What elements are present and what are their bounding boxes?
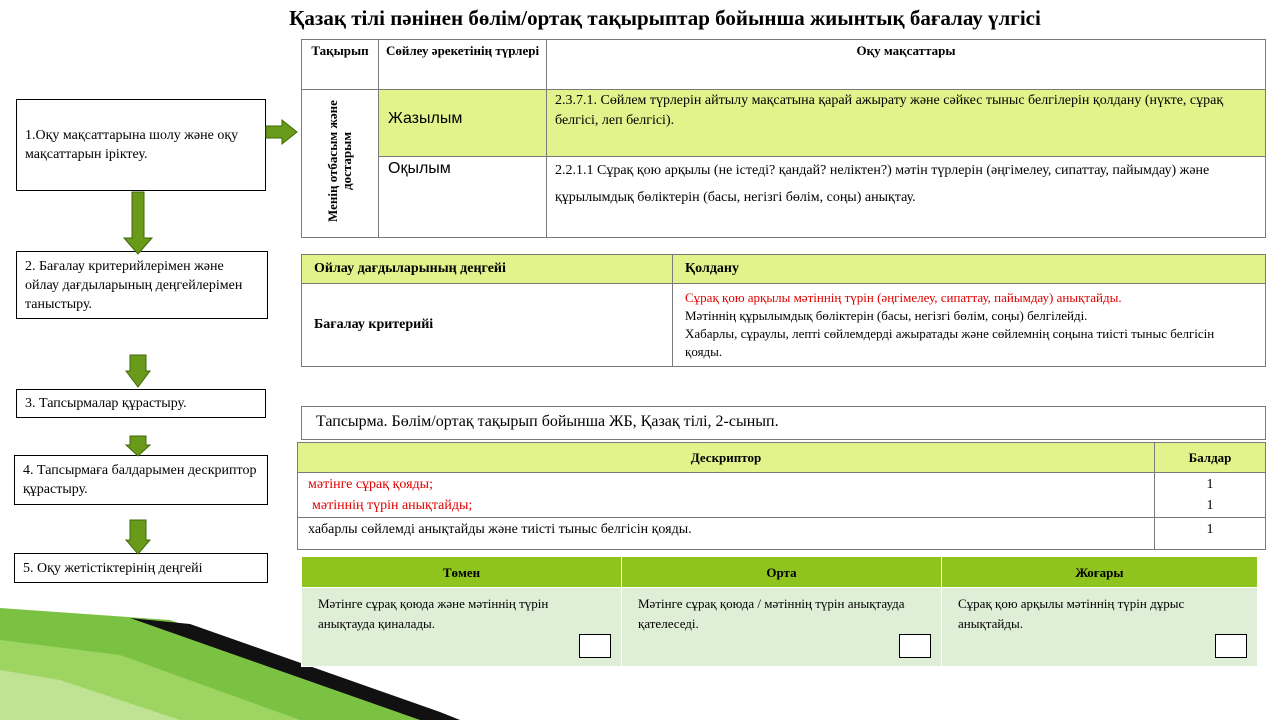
task-title: Тапсырма. Бөлім/ортақ тақырып бойынша ЖБ, Қазақ тілі, 2-сынып. bbox=[301, 406, 1266, 440]
descriptor-table bbox=[297, 442, 1266, 550]
objectives-table bbox=[301, 39, 1266, 238]
flow-arrows bbox=[0, 0, 300, 720]
level-low-checkbox[interactable] bbox=[579, 634, 611, 658]
levels-table bbox=[301, 556, 1258, 667]
criteria-table bbox=[301, 254, 1266, 367]
descriptor-row-1-2: мәтінге сұрақ қояды; мәтіннің түрін анықтайды; bbox=[298, 473, 1155, 518]
col-goals-header: Оқу мақсаттары bbox=[547, 40, 1266, 90]
speech-type-reading: Оқылым bbox=[379, 157, 547, 238]
step-5: 5. Оқу жетістіктерінің деңгейі bbox=[14, 553, 268, 583]
level-mid-checkbox[interactable] bbox=[899, 634, 931, 658]
level-mid-header: Орта bbox=[622, 557, 942, 588]
speech-type-writing: Жазылым bbox=[379, 90, 547, 157]
thinking-level-value: Қолдану bbox=[673, 255, 1266, 284]
step-2: 2. Бағалау критерийлерімен және ойлау дағдыларының деңгейлерімен таныстыру. bbox=[16, 251, 268, 319]
step-1: 1.Оқу мақсаттарына шолу және оқу мақсаттарын іріктеу. bbox=[16, 99, 266, 191]
points-row-1-2: 1 1 bbox=[1155, 473, 1266, 518]
points-row-3: 1 bbox=[1155, 518, 1266, 550]
level-high-header: Жоғары bbox=[942, 557, 1258, 588]
page-title: Қазақ тілі пәнінен бөлім/ортақ тақырыптар бойынша жиынтық бағалау үлгісі bbox=[289, 6, 1041, 30]
col-points-header: Балдар bbox=[1155, 443, 1266, 473]
col-topic-header: Тақырып bbox=[302, 40, 379, 90]
topic-cell: Менің отбасым және достарым bbox=[302, 90, 379, 238]
goal-writing: 2.3.7.1. Сөйлем түрлерін айтылу мақсатына қарай ажырату және сәйкес тыныс белгілерін қолдану (нүкте, сұрақ белгісі, леп белгісі). bbox=[547, 90, 1266, 157]
level-high-checkbox[interactable] bbox=[1215, 634, 1247, 658]
descriptor-row-3: хабарлы сөйлемді анықтайды және тиісті тыныс белгісін қояды. bbox=[298, 518, 1155, 550]
step-4: 4. Тапсырмаға балдарымен дескриптор құрастыру. bbox=[14, 455, 268, 505]
level-low-cell: Мәтінге сұрақ қоюда және мәтіннің түрін анықтауда қиналады. bbox=[302, 588, 622, 667]
step-3: 3. Тапсырмалар құрастыру. bbox=[16, 389, 266, 418]
goal-reading: 2.2.1.1 Сұрақ қою арқылы (не істеді? қандай? неліктен?) мәтін түрлерін (әңгімелеу, сипаттау, пайымдау) және құрылымдық бөліктерін (басы, негізгі бөлім, соңы) анықтау. bbox=[547, 157, 1266, 238]
level-low-header: Төмен bbox=[302, 557, 622, 588]
col-descriptor-header: Дескриптор bbox=[298, 443, 1155, 473]
col-speech-header: Сөйлеу әрекетінің түрлері bbox=[379, 40, 547, 90]
thinking-level-label: Ойлау дағдыларының деңгейі bbox=[302, 255, 673, 284]
criteria-label: Бағалау критерийі bbox=[302, 284, 673, 367]
level-high-cell: Сұрақ қою арқылы мәтіннің түрін дұрыс анықтайды. bbox=[942, 588, 1258, 667]
level-mid-cell: Мәтінге сұрақ қоюда / мәтіннің түрін анықтауда қателеседі. bbox=[622, 588, 942, 667]
criteria-text: Сұрақ қою арқылы мәтіннің түрін (әңгімелеу, сипаттау, пайымдау) анықтайды. Мәтіннің құрылымдық бөліктерін (басы, негізгі бөлім, соңы) белгілейді. Хабарлы, сұраулы, лепті сөйлемдерді ажыратады және сөйлемнің соңына тиісті тыныс белгісін қояды. bbox=[673, 284, 1266, 367]
